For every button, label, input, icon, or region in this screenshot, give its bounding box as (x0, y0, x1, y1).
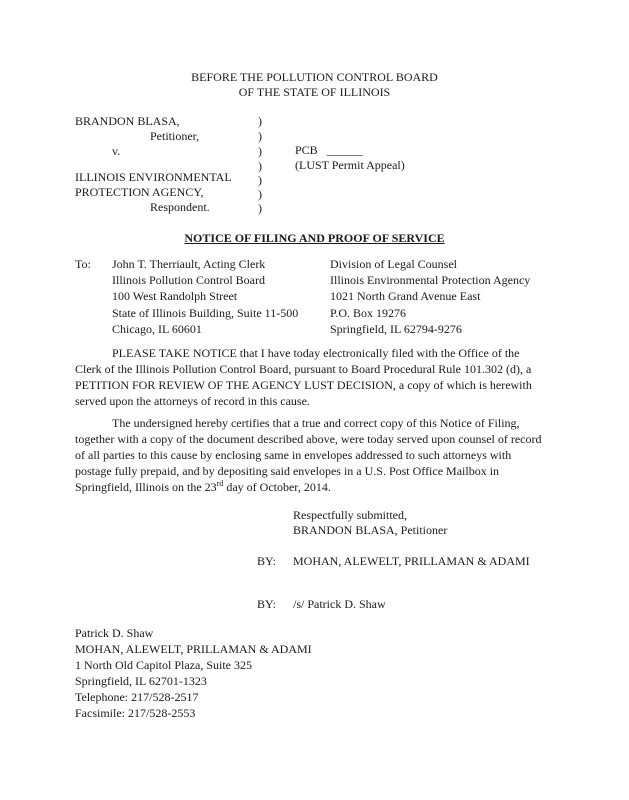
paragraph-line: postage fully prepaid, and by depositing said envelopes in a U.S. Post Office Mailbox in (75, 464, 500, 478)
street-address: 1 North Old Capitol Plaza, Suite 325 (75, 658, 252, 672)
respondent-line2: PROTECTION AGENCY, (75, 185, 204, 199)
paragraph-line: PETITION FOR REVIEW OF THE AGENCY LUST DECISION, a copy of which is herewith (75, 378, 532, 392)
date-ordinal: rd (216, 479, 224, 488)
paragraph-line: together with a copy of the document described above, were today served upon counsel of record (75, 432, 542, 446)
notice-paragraph (75, 345, 561, 409)
paragraph-line: PLEASE TAKE NOTICE that I have today electronically filed with the Office of the (112, 346, 520, 360)
notice-title: NOTICE OF FILING AND PROOF OF SERVICE (184, 231, 445, 245)
case-number (295, 142, 363, 158)
recipient-line: Illinois Pollution Control Board (112, 273, 266, 288)
case-type: (LUST Permit Appeal) (295, 158, 405, 172)
recipient-line: Division of Legal Counsel (330, 257, 457, 271)
recipient-line: State of Illinois Building, Suite 11-500 (112, 305, 299, 320)
closing: Respectfully submitted, (293, 508, 407, 522)
case-number-blank: ______ (326, 143, 363, 157)
petitioner-role: Petitioner, (150, 129, 200, 143)
court-name-line2: OF THE STATE OF ILLINOIS (238, 85, 391, 99)
caption-paren: ) (258, 201, 262, 215)
respondent-line1: ILLINOIS ENVIRONMENTAL (75, 170, 232, 184)
firm-name: MOHAN, ALEWELT, PRILLAMAN & ADAMI (293, 554, 530, 568)
versus-label: v. (112, 144, 121, 158)
recipient-clerk (112, 256, 298, 337)
paragraph-line: Clerk of the Illinois Pollution Control Board, pursuant to Board Procedural Rule 101.302 (d), a (75, 362, 532, 376)
respondent-role: Respondent. (150, 200, 210, 214)
date-text: Springfield, Illinois on the 23 (75, 480, 217, 494)
caption-paren: ) (258, 173, 262, 187)
caption-paren: ) (258, 187, 262, 201)
recipient-line: Chicago, IL 60601 (112, 321, 202, 336)
caption-paren: ) (258, 114, 262, 128)
petitioner-name: BRANDON BLASA, (75, 114, 180, 128)
electronic-signature: /s/ Patrick D. Shaw (293, 597, 386, 611)
caption-paren: ) (258, 159, 262, 173)
attorney-name: Patrick D. Shaw (75, 626, 154, 640)
caption-paren: ) (258, 129, 262, 143)
to-label: To: (75, 257, 91, 271)
party-name: BRANDON BLASA, Petitioner (293, 523, 448, 537)
firm-name-footer: MOHAN, ALEWELT, PRILLAMAN & ADAMI (75, 642, 312, 656)
facsimile: Facsimile: 217/528-2553 (75, 706, 196, 720)
recipient-line: 100 West Randolph Street (112, 289, 238, 304)
court-name-line1: BEFORE THE POLLUTION CONTROL BOARD (191, 70, 438, 84)
case-prefix: PCB (295, 143, 318, 157)
city-state-zip: Springfield, IL 62701-1323 (75, 674, 207, 688)
recipient-line: 1021 North Grand Avenue East (330, 289, 481, 304)
date-text-end: day of October, 2014. (223, 480, 331, 494)
by-label: BY: (257, 597, 276, 611)
certification-paragraph (75, 415, 561, 495)
by-label: BY: (257, 554, 276, 568)
paragraph-line: served upon the attorneys of record in this cause. (75, 394, 310, 408)
recipient-line: Illinois Environmental Protection Agency (330, 273, 531, 288)
paragraph-line: of all parties to this cause by enclosing same in envelopes addressed to such attorneys with (75, 448, 512, 462)
recipient-legal-counsel (330, 256, 530, 337)
paragraph-line: The undersigned hereby certifies that a true and correct copy of this Notice of Filing, (112, 416, 520, 430)
telephone: Telephone: 217/528-2517 (75, 690, 199, 704)
recipient-line: John T. Therriault, Acting Clerk (112, 257, 266, 271)
caption-paren: ) (258, 144, 262, 158)
attorney-contact-block (75, 625, 312, 721)
recipient-line: P.O. Box 19276 (330, 305, 407, 320)
recipient-line: Springfield, IL 62794-9276 (330, 321, 462, 336)
paragraph-line-date (75, 479, 561, 495)
